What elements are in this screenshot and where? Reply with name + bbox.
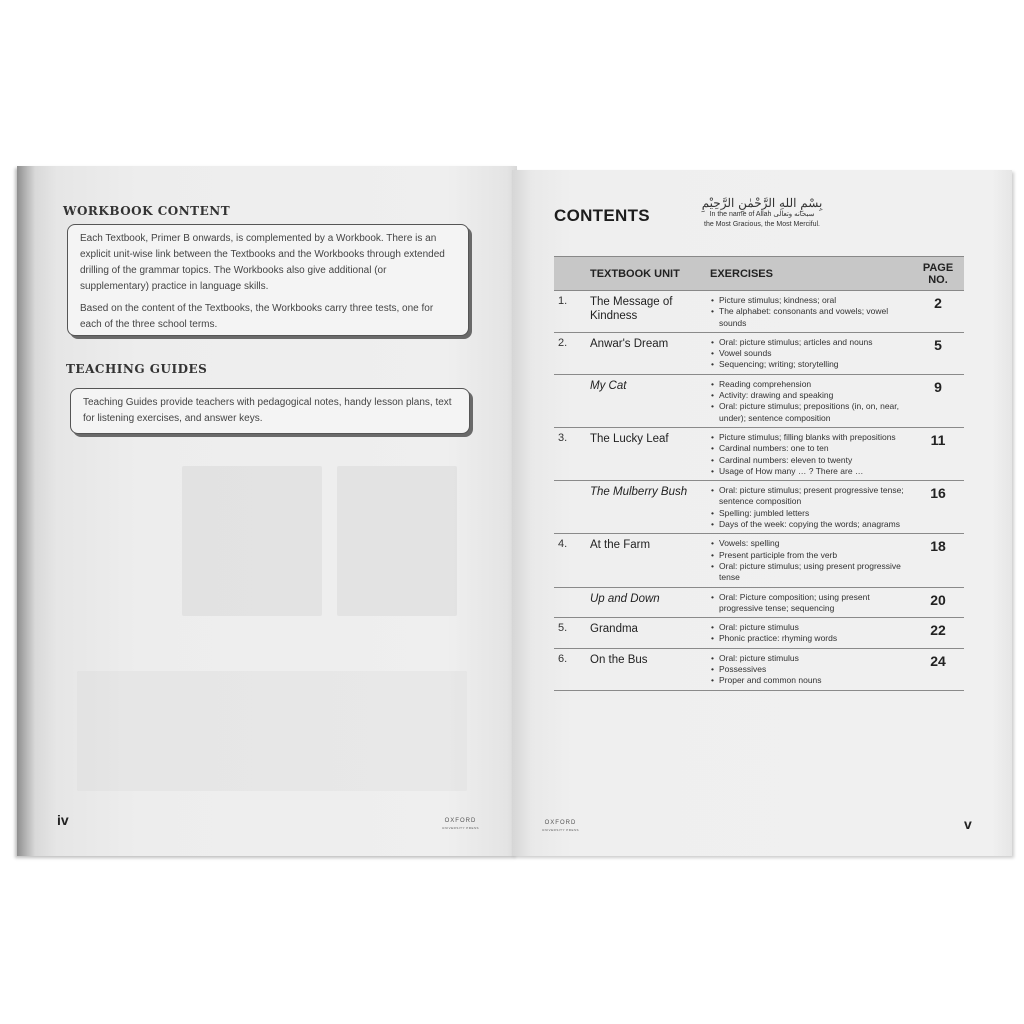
oxford-logo-right	[542, 820, 579, 834]
exercise-item: • Oral: picture stimulus; using present progressive tense	[719, 561, 908, 584]
exercise-item: • Spelling: jumbled letters	[719, 508, 908, 519]
exercises-cell	[706, 374, 912, 427]
workbook-paragraph-1: Each Textbook, Primer B onwards, is complemented by a Workbook. There is an explicit unit-wise link between the Textbooks and the Workbooks through extended drilling of the grammar topics. The Workbooks also give additional (or supplementary) practice in language skills.	[80, 233, 445, 292]
show-through-shadow	[337, 466, 457, 616]
table-row	[554, 481, 964, 534]
unit-number: 4.	[554, 534, 586, 587]
table-row	[554, 618, 964, 649]
table-row	[554, 648, 964, 690]
page-number-cell: 22	[912, 618, 964, 649]
contents-table	[554, 256, 964, 691]
table-row	[554, 332, 964, 374]
exercises-cell	[706, 587, 912, 618]
exercise-list	[710, 379, 908, 424]
exercises-cell	[706, 481, 912, 534]
exercise-item: • Oral: picture stimulus	[719, 653, 908, 664]
exercise-item: • Vowel sounds	[719, 348, 908, 359]
exercise-list	[710, 538, 908, 583]
oxford-logo-left	[442, 818, 479, 832]
header-page: PAGE NO.	[912, 257, 964, 291]
table-row	[554, 427, 964, 480]
table-header-row	[554, 257, 964, 291]
teaching-guides-heading: TEACHING GUIDES	[66, 362, 208, 376]
header-unit: TEXTBOOK UNIT	[586, 257, 706, 291]
exercise-list	[710, 432, 908, 477]
exercise-item: • Reading comprehension	[719, 379, 908, 390]
exercises-cell	[706, 648, 912, 690]
page-number-cell: 20	[912, 587, 964, 618]
exercise-item: • Activity: drawing and speaking	[719, 390, 908, 401]
exercise-item: • Usage of How many … ? There are …	[719, 466, 908, 477]
unit-number: 2.	[554, 332, 586, 374]
exercises-cell	[706, 618, 912, 649]
exercises-cell	[706, 427, 912, 480]
table-row	[554, 291, 964, 333]
unit-title: My Cat	[586, 374, 706, 427]
unit-number	[554, 587, 586, 618]
page-number-left: iv	[57, 812, 69, 828]
unit-title: On the Bus	[586, 648, 706, 690]
page-number-cell: 18	[912, 534, 964, 587]
table-row	[554, 534, 964, 587]
right-page	[512, 170, 1012, 856]
exercise-item: • Proper and common nouns	[719, 675, 908, 686]
exercise-item: • Sequencing; writing; storytelling	[719, 359, 908, 370]
teaching-guides-box	[70, 388, 470, 434]
header-num	[554, 257, 586, 291]
unit-title: The Lucky Leaf	[586, 427, 706, 480]
exercise-item: • Vowels: spelling	[719, 538, 908, 549]
exercises-cell	[706, 291, 912, 333]
unit-number: 5.	[554, 618, 586, 649]
exercise-item: • Oral: picture stimulus	[719, 622, 908, 633]
exercise-item: • Oral: Picture composition; using present progressive tense; sequencing	[719, 592, 908, 615]
table-row	[554, 587, 964, 618]
exercise-item: • Cardinal numbers: eleven to twenty	[719, 455, 908, 466]
unit-title: The Message of Kindness	[586, 291, 706, 333]
exercise-list	[710, 485, 908, 530]
unit-title: Anwar's Dream	[586, 332, 706, 374]
exercise-item: • Oral: picture stimulus; prepositions (in, on, near, under); sentence composition	[719, 401, 908, 424]
exercises-cell	[706, 534, 912, 587]
header-exercises: EXERCISES	[706, 257, 912, 291]
exercise-item: • Cardinal numbers: one to ten	[719, 443, 908, 454]
unit-number	[554, 374, 586, 427]
unit-number	[554, 481, 586, 534]
exercise-list	[710, 295, 908, 329]
page-number-cell: 11	[912, 427, 964, 480]
exercise-list	[710, 653, 908, 687]
table-row	[554, 374, 964, 427]
brand-sub: UNIVERSITY PRESS	[442, 826, 479, 830]
exercise-item: • Picture stimulus; kindness; oral	[719, 295, 908, 306]
exercise-item: • Possessives	[719, 664, 908, 675]
exercise-item: • Days of the week: copying the words; anagrams	[719, 519, 908, 530]
workbook-content-heading: WORKBOOK CONTENT	[63, 204, 231, 218]
workbook-content-box	[67, 224, 469, 336]
unit-title: Up and Down	[586, 587, 706, 618]
contents-table-body	[554, 291, 964, 691]
page-number-right: v	[964, 816, 972, 832]
page-number-cell: 24	[912, 648, 964, 690]
left-page	[17, 166, 517, 856]
bismillah-line-2: the Most Gracious, the Most Merciful.	[704, 221, 820, 228]
unit-number: 3.	[554, 427, 586, 480]
unit-title: Grandma	[586, 618, 706, 649]
page-number-cell: 16	[912, 481, 964, 534]
bismillah	[682, 196, 842, 230]
exercise-item: • Oral: picture stimulus; articles and nouns	[719, 337, 908, 348]
brand-sub: UNIVERSITY PRESS	[542, 828, 579, 832]
brand-name: OXFORD	[544, 820, 577, 826]
unit-number: 1.	[554, 291, 586, 333]
bismillah-line-1: In the name of Allah سبحانه وتعالى	[709, 211, 815, 218]
open-book	[12, 160, 1016, 866]
exercise-item: • Phonic practice: rhyming words	[719, 633, 908, 644]
workbook-paragraph-2: Based on the content of the Textbooks, the Workbooks carry three tests, one for each of the three school terms.	[80, 303, 434, 330]
teaching-guides-paragraph: Teaching Guides provide teachers with pedagogical notes, handy lesson plans, text for listening exercises, and answer keys.	[83, 397, 452, 424]
contents-title: CONTENTS	[554, 206, 650, 225]
exercise-list	[710, 337, 908, 371]
bismillah-arabic: بِسْمِ اللهِ الرَّحْمٰنِ الرَّحِيْمِ	[701, 196, 823, 210]
exercise-item: • The alphabet: consonants and vowels; vowel sounds	[719, 306, 908, 329]
unit-title: The Mulberry Bush	[586, 481, 706, 534]
exercise-item: • Present participle from the verb	[719, 550, 908, 561]
exercise-item: • Picture stimulus; filling blanks with prepositions	[719, 432, 908, 443]
page-number-cell: 2	[912, 291, 964, 333]
brand-name: OXFORD	[444, 818, 477, 824]
exercise-item: • Oral: picture stimulus; present progressive tense; sentence composition	[719, 485, 908, 508]
exercise-list	[710, 592, 908, 615]
show-through-shadow	[77, 671, 467, 791]
exercises-cell	[706, 332, 912, 374]
unit-number: 6.	[554, 648, 586, 690]
page-number-cell: 5	[912, 332, 964, 374]
exercise-list	[710, 622, 908, 645]
unit-title: At the Farm	[586, 534, 706, 587]
show-through-shadow	[182, 466, 322, 616]
page-number-cell: 9	[912, 374, 964, 427]
